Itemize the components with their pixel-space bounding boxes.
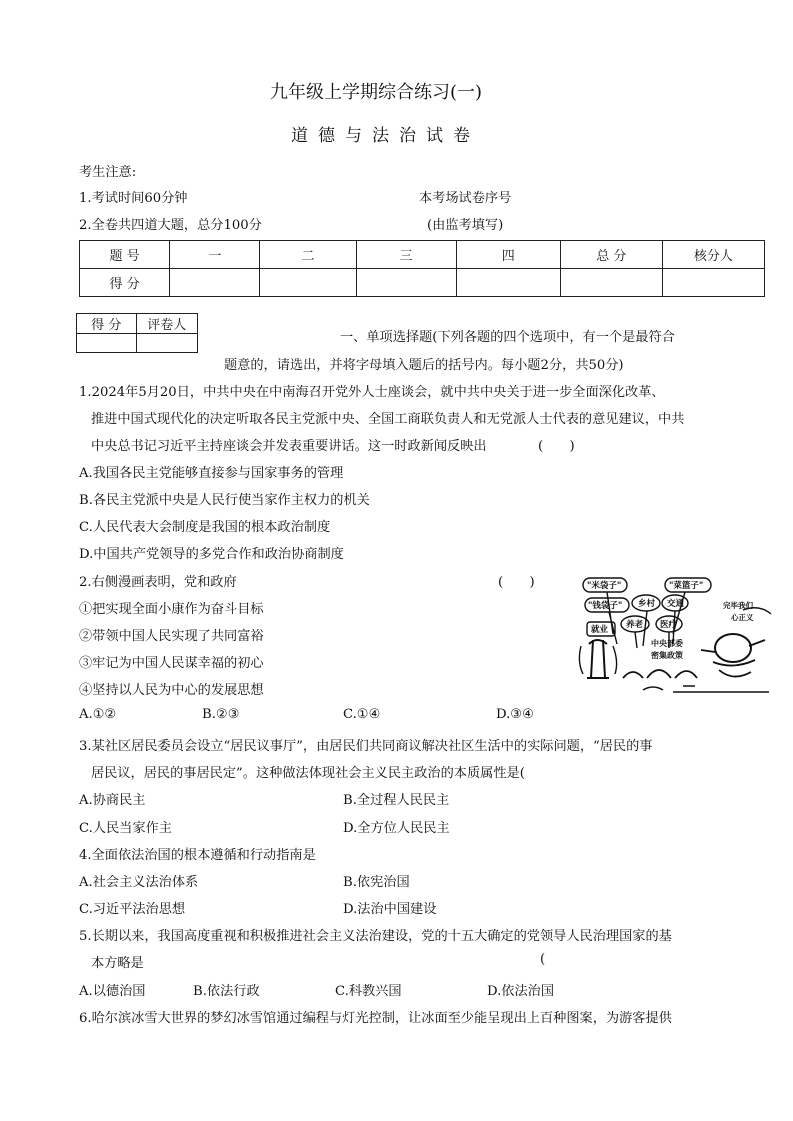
q2-statement-1: ①把实现全面小康作为奋斗目标 [79, 602, 264, 617]
score-row-label: 得 分 [80, 269, 170, 297]
score-table [79, 240, 765, 297]
grader-table [76, 313, 198, 353]
cartoon-label: 乡村 [638, 599, 656, 609]
q5-option-a: A.以德治国 [79, 984, 146, 999]
q2-statement-4: ④坚持以人民为中心的发展思想 [79, 683, 264, 698]
grader-name-cell[interactable] [136, 334, 197, 353]
q3-option-b: B.全过程人民民主 [343, 793, 450, 808]
grader-name-label: 评卷人 [136, 314, 197, 334]
q2-option-a: A.①② [79, 707, 117, 722]
cartoon-label: 中央部委 [651, 639, 683, 648]
cartoon-label: 心正义 [731, 613, 754, 622]
q4-stem: 4.全面依法治国的根本遵循和行动指南是 [79, 848, 316, 863]
cartoon-label: 密集政策 [651, 651, 683, 660]
q3-option-c: C.人民当家作主 [79, 821, 172, 836]
score-header-cell: 三 [356, 241, 456, 269]
q1-stem-line-1: 1.2024年5月20日，中共中央在中南海召开党外人士座谈会，就中共中央关于进一步全面深化改革、 [79, 385, 665, 400]
score-cell-1[interactable] [170, 269, 260, 297]
cartoon-label: 交通 [667, 599, 685, 609]
notice-item-1: 1.考试时间60分钟 [79, 191, 188, 206]
q3-stem-line-2: 居民议，居民的事居民定”。这种做法体现社会主义民主政治的本质属性是( [91, 766, 525, 781]
score-header-cell: 核分人 [662, 241, 764, 269]
score-header-cell: 题 号 [80, 241, 170, 269]
cartoon-label: 就业 [591, 625, 609, 635]
section-1-instructions: 题意的，请选出，并将字母填入题后的括号内。每小题2分，共50分) [224, 358, 624, 373]
q6-stem-line-1: 6.哈尔滨冰雪大世界的梦幻冰雪馆通过编程与灯光控制，让冰面至少能呈现出上百种图案，为游客提供 [79, 1011, 672, 1026]
q1-option-b: B.各民主党派中央是人民行使当家作主权力的机关 [79, 493, 370, 508]
q4-option-d: D.法治中国建设 [343, 902, 437, 917]
q1-stem-line-2: 推进中国式现代化的决定听取各民主党派中央、全国工商联负责人和无党派人士代表的意见建议，中共 [91, 412, 685, 427]
score-cell-4[interactable] [456, 269, 560, 297]
score-cell-total[interactable] [560, 269, 662, 297]
page-subtitle: 道德与法治试卷 [291, 126, 480, 146]
score-header-cell: 二 [260, 241, 356, 269]
notice-heading: 考生注意: [79, 165, 137, 180]
q1-option-d: D.中国共产党领导的多党合作和政治协商制度 [79, 547, 344, 562]
q5-stem-line-1: 5.长期以来，我国高度重视和积极推进社会主义法治建设，党的十五大确定的党领导人民治理国家的基 [79, 929, 672, 944]
grader-score-cell[interactable] [77, 334, 137, 353]
grader-score-label: 得 分 [77, 314, 137, 334]
seat-number-label: 本考场试卷序号 [419, 191, 512, 206]
q3-option-d: D.全方位人民民主 [343, 821, 450, 836]
score-header-cell: 一 [170, 241, 260, 269]
score-cell-3[interactable] [356, 269, 456, 297]
q1-answer-bracket[interactable]: ( ) [538, 439, 575, 454]
q5-option-c: C.科教兴国 [335, 984, 402, 999]
section-1-heading: 一、单项选择题(下列各题的四个选项中，有一个是最符合 [340, 330, 675, 345]
q3-stem-line-1: 3.某社区居民委员会设立“居民议事厅”，由居民们共同商议解决社区生活中的实际问题，“居民的事 [79, 739, 653, 754]
q5-answer-bracket[interactable]: ( [540, 952, 546, 967]
q4-option-b: B.依宪治国 [343, 875, 410, 890]
q1-option-a: A.我国各民主党能够直接参与国家事务的管理 [79, 466, 344, 481]
q5-option-b: B.依法行政 [193, 984, 260, 999]
q2-statement-2: ②带领中国人民实现了共同富裕 [79, 629, 264, 644]
q1-option-c: C.人民代表大会制度是我国的根本政治制度 [79, 520, 331, 535]
q4-option-a: A.社会主义法治体系 [79, 875, 199, 890]
page-title: 九年级上学期综合练习(一) [270, 82, 483, 103]
q4-option-c: C.习近平法治思想 [79, 902, 186, 917]
cartoon-label: "钱袋子" [588, 601, 623, 611]
cartoon-label: "菜篮子" [669, 581, 704, 591]
score-header-cell: 四 [456, 241, 560, 269]
q2-answer-bracket[interactable]: ( ) [498, 575, 535, 590]
q2-stem: 2.右侧漫画表明，党和政府 [79, 575, 237, 590]
seat-number-note: (由监考填写) [427, 218, 504, 233]
cartoon-label: "米袋子" [587, 581, 622, 591]
score-header-cell: 总 分 [560, 241, 662, 269]
cartoon-label: 完毕我们 [723, 601, 753, 610]
cartoon-label: 养老 [626, 620, 644, 630]
q2-option-c: C.①④ [343, 707, 381, 722]
notice-item-2: 2.全卷共四道大题，总分100分 [79, 218, 262, 233]
q3-option-a: A.协商民主 [79, 793, 146, 808]
q5-option-d: D.依法治国 [487, 984, 555, 999]
q1-stem-line-3: 中央总书记习近平主持座谈会并发表重要讲话。这一时政新闻反映出 [91, 439, 487, 454]
q2-statement-3: ③牢记为中国人民谋幸福的初心 [79, 656, 264, 671]
q2-option-b: B.②③ [202, 707, 240, 722]
score-cell-2[interactable] [260, 269, 356, 297]
cartoon-label: 医疗 [660, 620, 678, 630]
q5-stem-line-2: 本方略是 [91, 956, 144, 971]
q2-option-d: D.③④ [496, 707, 534, 722]
cartoon-illustration [573, 574, 773, 698]
score-cell-checker[interactable] [662, 269, 764, 297]
